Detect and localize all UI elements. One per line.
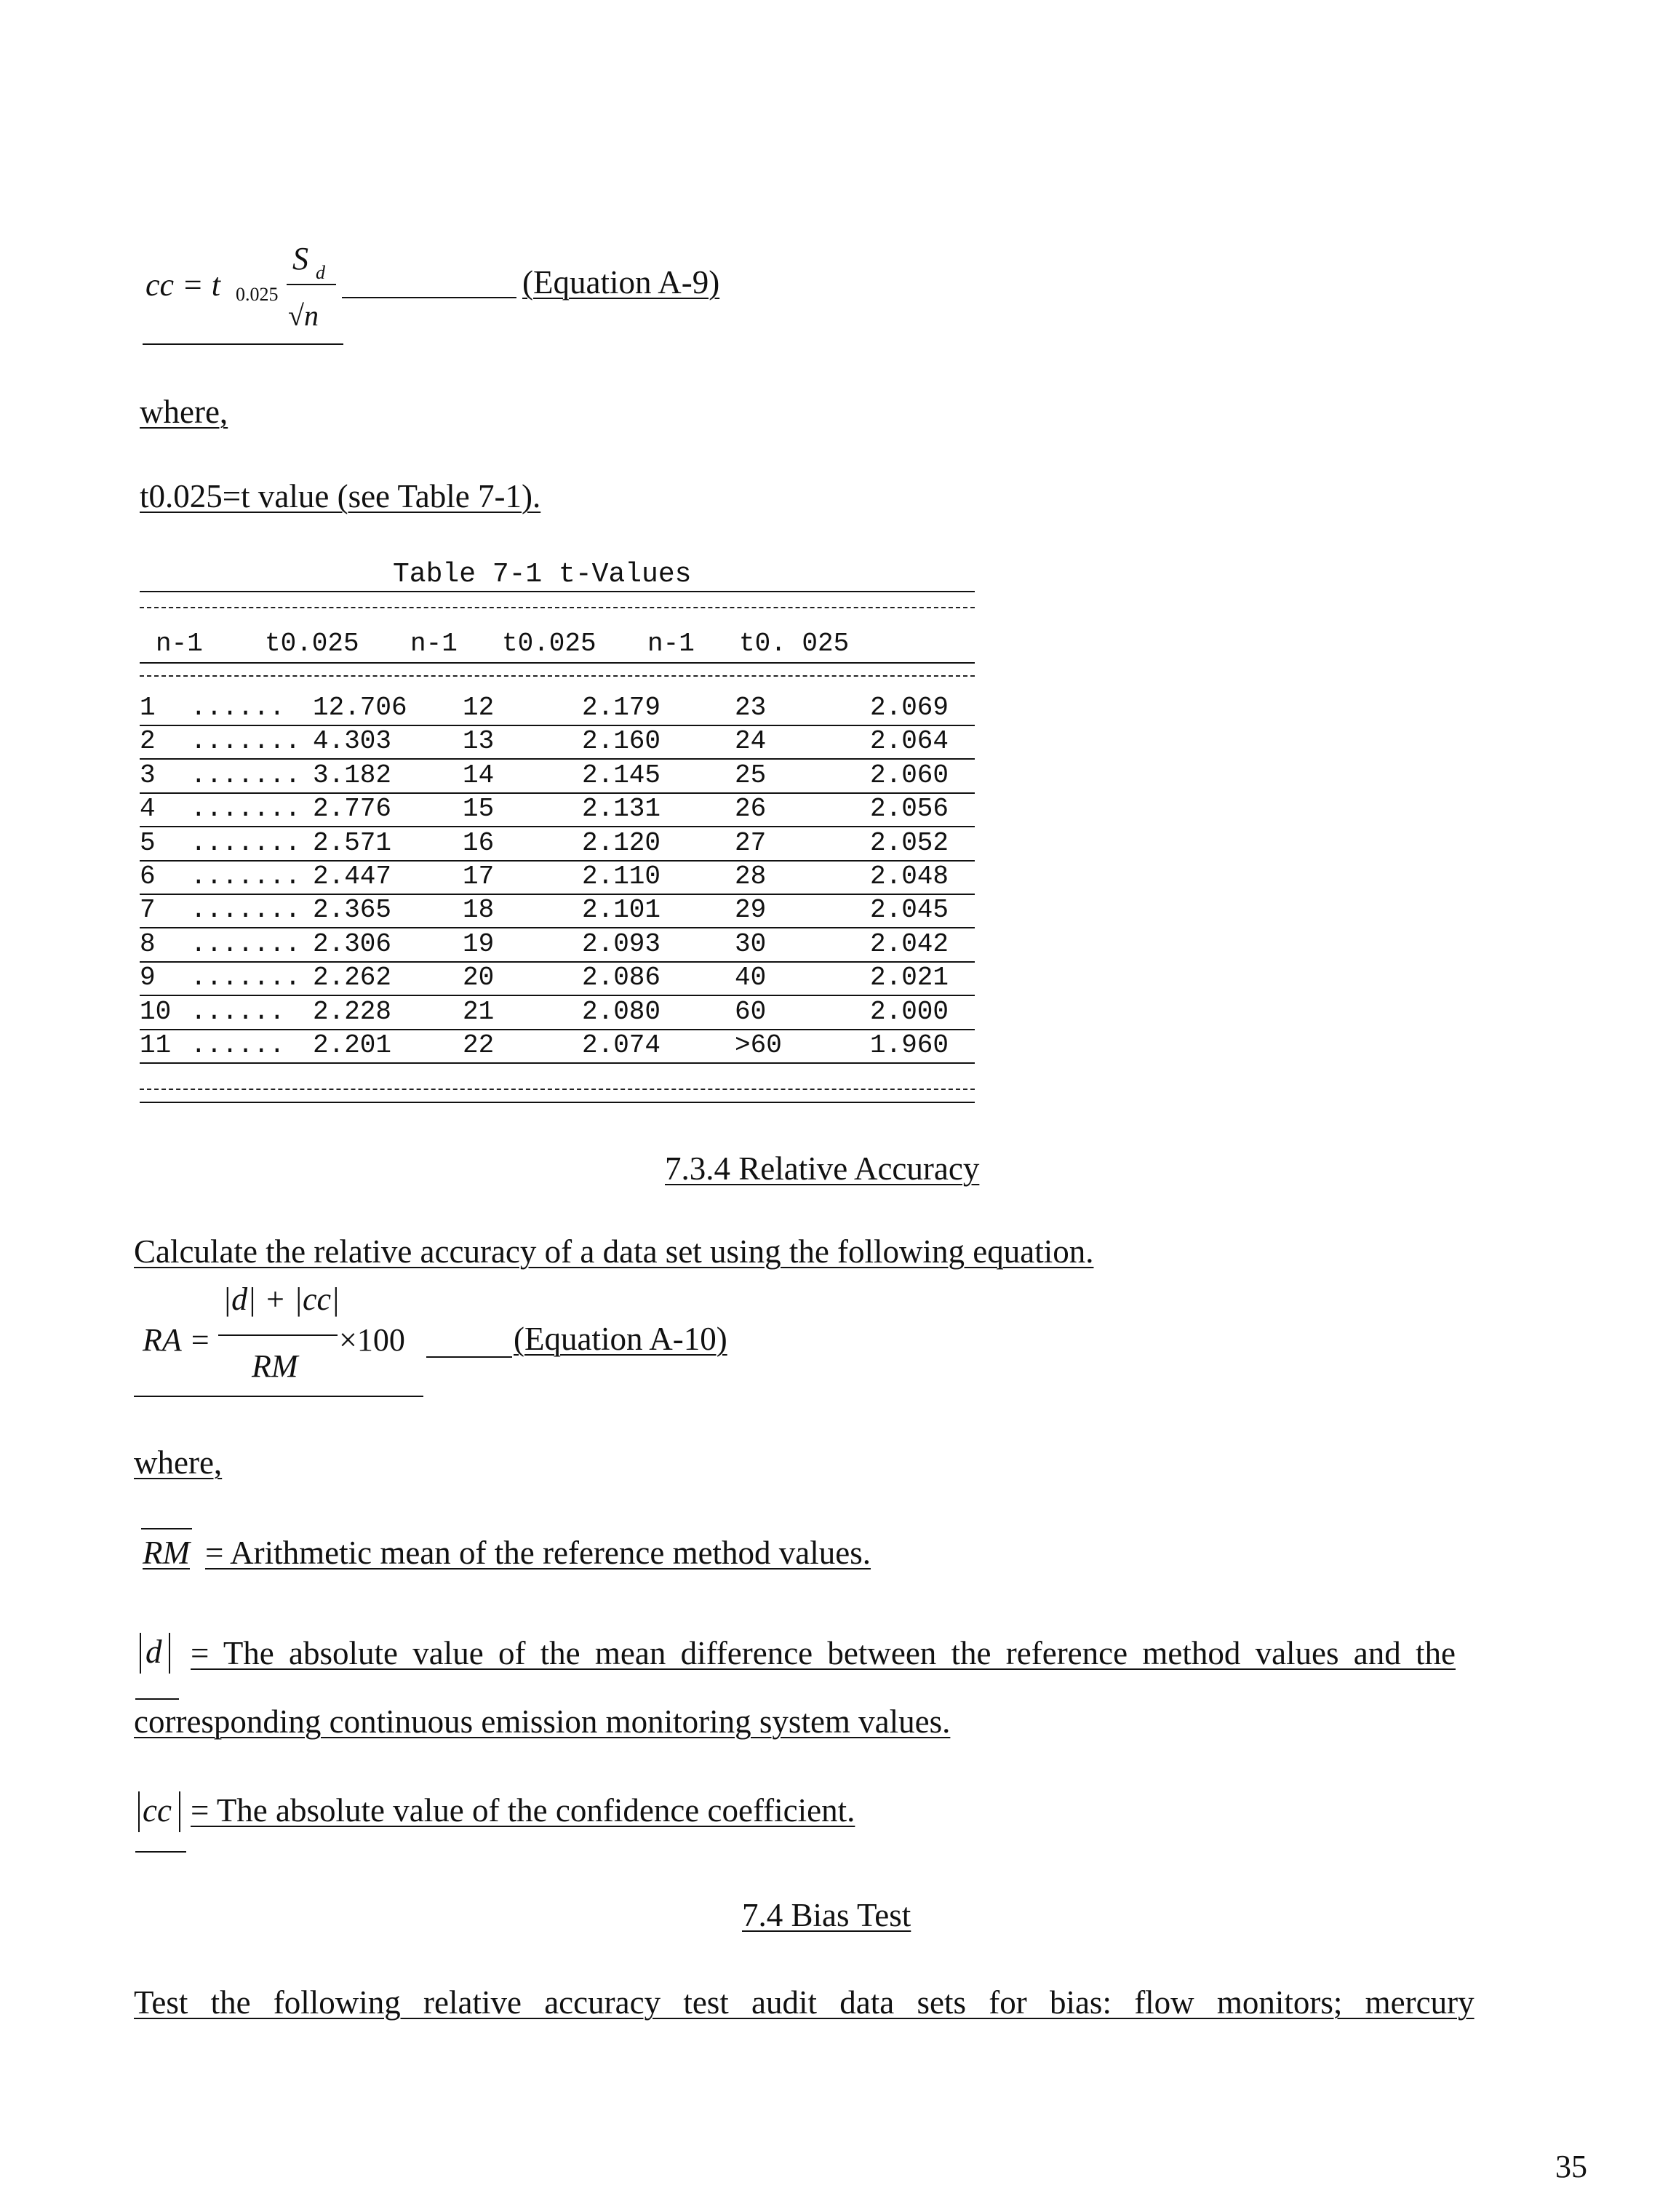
equation-a10-numerator: |d| + |cc| bbox=[223, 1281, 340, 1317]
table-cell: 27 bbox=[735, 827, 767, 858]
table-cell: 2.080 bbox=[582, 996, 661, 1027]
table-cell: 10 bbox=[140, 996, 172, 1027]
equation-a10-lhs: RA = bbox=[143, 1322, 211, 1358]
leader-dots: ....... bbox=[191, 726, 301, 757]
table-cell: 13 bbox=[463, 726, 495, 757]
table-cell: 29 bbox=[735, 895, 767, 926]
bias-sentence: Test the following relative accuracy test audit data sets for bias: flow monitors; mercury bbox=[134, 1984, 1475, 2021]
d-definition-line1: = The absolute value of the mean difference between the reference method values and the bbox=[191, 1635, 1456, 1671]
leader-dots: ...... bbox=[191, 693, 285, 723]
fill-line bbox=[426, 1356, 512, 1358]
section-heading-bias-test: 7.4 Bias Test bbox=[742, 1897, 911, 1933]
table-cell: 1 bbox=[140, 693, 156, 723]
table-dashed-rule bbox=[140, 607, 975, 608]
header-cell: t0. 025 bbox=[739, 629, 850, 659]
table-cell: 30 bbox=[735, 928, 767, 959]
abs-bar-right bbox=[179, 1791, 180, 1832]
table-cell: 2.571 bbox=[313, 827, 392, 858]
table-dashed-rule bbox=[140, 1089, 975, 1090]
table-cell: 12 bbox=[463, 693, 495, 723]
page-number: 35 bbox=[1555, 2149, 1587, 2184]
leader-dots: ...... bbox=[191, 996, 285, 1027]
table-cell: 2.776 bbox=[313, 794, 392, 824]
abs-bar-left bbox=[140, 1633, 141, 1674]
table-rule bbox=[140, 591, 975, 592]
table-cell: 4 bbox=[140, 794, 156, 824]
equation-a9-denominator: √n bbox=[288, 299, 319, 332]
table-cell: 21 bbox=[463, 996, 495, 1027]
table-cell: 3 bbox=[140, 760, 156, 790]
table-cell: 3.182 bbox=[313, 760, 392, 790]
equation-underline bbox=[143, 343, 343, 345]
table-cell: 2.306 bbox=[313, 928, 392, 959]
table-cell: 2 bbox=[140, 726, 156, 757]
equation-a9-label: (Equation A-9) bbox=[522, 264, 720, 301]
table-cell: 1.960 bbox=[870, 1030, 949, 1060]
equation-a10-denominator: RM bbox=[252, 1348, 298, 1384]
table-cell: 2.120 bbox=[582, 827, 661, 858]
table-cell: 4.303 bbox=[313, 726, 392, 757]
table-cell: 17 bbox=[463, 862, 495, 891]
table-cell: 14 bbox=[463, 760, 495, 790]
equation-a10-multiplier: ×100 bbox=[339, 1322, 405, 1358]
fraction-bar bbox=[218, 1334, 338, 1336]
leader-dots: ....... bbox=[191, 794, 301, 824]
table-caption: Table 7-1 t-Values bbox=[393, 559, 692, 590]
table-cell: 2.086 bbox=[582, 963, 661, 993]
leader-dots: ...... bbox=[191, 1030, 285, 1060]
row-rule bbox=[140, 1062, 975, 1064]
table-cell: 7 bbox=[140, 895, 156, 926]
leader-dots: ....... bbox=[191, 928, 301, 959]
leader-dots: ....... bbox=[191, 760, 301, 790]
table-cell: 2.145 bbox=[582, 760, 661, 790]
leader-dots: ....... bbox=[191, 895, 301, 926]
abs-bar-right bbox=[169, 1633, 170, 1674]
table-cell: 2.262 bbox=[313, 963, 392, 993]
table-cell: 2.052 bbox=[870, 827, 949, 858]
d-symbol: d bbox=[145, 1634, 162, 1670]
table-cell: 2.060 bbox=[870, 760, 949, 790]
table-cell: 2.160 bbox=[582, 726, 661, 757]
leader-dots: ....... bbox=[191, 827, 301, 858]
equation-a9-subscript: 0.025 bbox=[236, 284, 279, 305]
header-cell: n-1 bbox=[410, 629, 458, 659]
symbol-underline bbox=[135, 1851, 186, 1853]
table-cell: 2.042 bbox=[870, 928, 949, 959]
d-definition-line2: corresponding continuous emission monitoring system values. bbox=[134, 1703, 951, 1740]
table-cell: 28 bbox=[735, 862, 767, 891]
table-cell: 23 bbox=[735, 693, 767, 723]
table-cell: 2.069 bbox=[870, 693, 949, 723]
header-cell: t0.025 bbox=[502, 629, 596, 659]
table-cell: 2.179 bbox=[582, 693, 661, 723]
table-cell: 2.064 bbox=[870, 726, 949, 757]
table-cell: 5 bbox=[140, 827, 156, 858]
table-cell: 2.447 bbox=[313, 862, 392, 891]
table-cell: 6 bbox=[140, 862, 156, 891]
table-cell: 11 bbox=[140, 1030, 172, 1060]
table-cell: 12.706 bbox=[313, 693, 407, 723]
where-label: where, bbox=[134, 1444, 223, 1481]
table-cell: 2.131 bbox=[582, 794, 661, 824]
header-cell: n-1 bbox=[156, 629, 203, 659]
table-cell: 2.000 bbox=[870, 996, 949, 1027]
table-cell: 2.056 bbox=[870, 794, 949, 824]
equation-a10-label: (Equation A-10) bbox=[514, 1321, 727, 1357]
table-cell: 2.074 bbox=[582, 1030, 661, 1060]
table-cell: 2.045 bbox=[870, 895, 949, 926]
table-cell: 20 bbox=[463, 963, 495, 993]
header-cell: t0.025 bbox=[265, 629, 359, 659]
table-cell: 2.048 bbox=[870, 862, 949, 891]
table-cell: 8 bbox=[140, 928, 156, 959]
equation-a9-numerator-sub: d bbox=[316, 262, 325, 283]
fraction-bar bbox=[287, 284, 336, 285]
table-rule bbox=[140, 662, 975, 664]
where-label: where, bbox=[140, 394, 228, 430]
table-cell: 18 bbox=[463, 895, 495, 926]
rm-definition: = Arithmetic mean of the reference method values. bbox=[205, 1535, 871, 1571]
table-cell: 9 bbox=[140, 963, 156, 993]
leader-dots: ....... bbox=[191, 862, 301, 891]
fill-line bbox=[342, 297, 516, 298]
table-cell: 2.228 bbox=[313, 996, 392, 1027]
abs-bar-left bbox=[138, 1791, 140, 1832]
rm-symbol: RM bbox=[143, 1535, 190, 1571]
table-rule bbox=[140, 1102, 975, 1103]
table-cell: 2.365 bbox=[313, 895, 392, 926]
equation-a9-lhs: cc = t bbox=[145, 267, 220, 303]
table-cell: 19 bbox=[463, 928, 495, 959]
table-cell: 60 bbox=[735, 996, 767, 1027]
table-cell: 24 bbox=[735, 726, 767, 757]
equation-underline bbox=[134, 1396, 423, 1397]
t-value-definition: t0.025=t value (see Table 7-1). bbox=[140, 478, 541, 514]
symbol-underline bbox=[135, 1698, 179, 1700]
table-cell: 2.110 bbox=[582, 862, 661, 891]
equation-a9-numerator: S bbox=[292, 241, 308, 276]
table-cell: 2.021 bbox=[870, 963, 949, 993]
table-cell: 2.101 bbox=[582, 895, 661, 926]
table-cell: 2.093 bbox=[582, 928, 661, 959]
table-cell: >60 bbox=[735, 1030, 782, 1060]
table-dashed-rule bbox=[140, 675, 975, 677]
table-cell: 22 bbox=[463, 1030, 495, 1060]
section-heading-relative-accuracy: 7.3.4 Relative Accuracy bbox=[665, 1150, 980, 1187]
table-cell: 15 bbox=[463, 794, 495, 824]
table-cell: 16 bbox=[463, 827, 495, 858]
header-cell: n-1 bbox=[647, 629, 695, 659]
calculate-sentence: Calculate the relative accuracy of a data set using the following equation. bbox=[134, 1233, 1094, 1270]
cc-symbol: cc bbox=[143, 1792, 172, 1829]
cc-definition: = The absolute value of the confidence coefficient. bbox=[191, 1792, 855, 1829]
table-cell: 40 bbox=[735, 963, 767, 993]
table-cell: 26 bbox=[735, 794, 767, 824]
table-cell: 25 bbox=[735, 760, 767, 790]
leader-dots: ....... bbox=[191, 963, 301, 993]
table-cell: 2.201 bbox=[313, 1030, 392, 1060]
overbar bbox=[141, 1528, 192, 1529]
